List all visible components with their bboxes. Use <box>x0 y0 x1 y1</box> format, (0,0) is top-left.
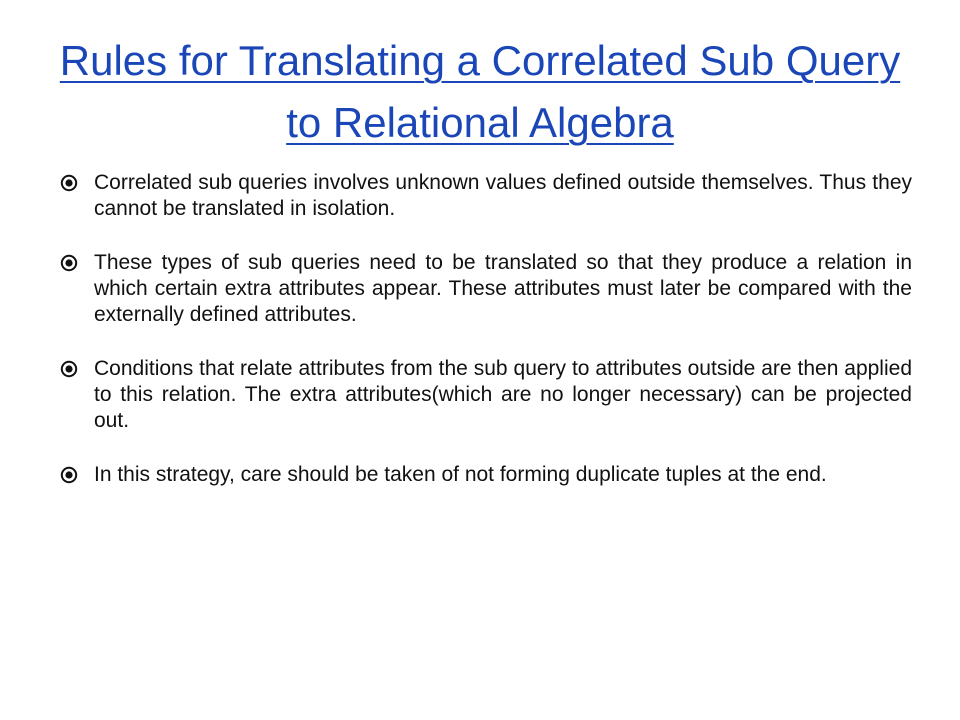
circled-dot-bullet-icon <box>60 466 78 484</box>
bullet-list <box>60 170 912 516</box>
bullet-item <box>60 170 912 222</box>
bullet-text: Conditions that relate attributes from the sub query to attributes outside are then applied to this relation. The extra attributes(which are no longer necessary) can be projected out. <box>94 357 912 432</box>
slide-title-link[interactable]: Rules for Translating a Correlated Sub Query to Relational Algebra <box>59 37 901 146</box>
bullet-text: In this strategy, care should be taken of not forming duplicate tuples at the end. <box>94 463 827 486</box>
bullet-item <box>60 462 912 488</box>
bullet-text: Correlated sub queries involves unknown values defined outside themselves. Thus they cannot be translated in isolation. <box>94 171 912 220</box>
circled-dot-bullet-icon <box>60 254 78 272</box>
bullet-item <box>60 356 912 434</box>
circled-dot-bullet-icon <box>60 360 78 378</box>
bullet-text: These types of sub queries need to be translated so that they produce a relation in which certain extra attributes appear. These attributes must later be compared with the externally defined attributes. <box>94 251 912 326</box>
circled-dot-bullet-icon <box>60 174 78 192</box>
bullet-item <box>60 250 912 328</box>
